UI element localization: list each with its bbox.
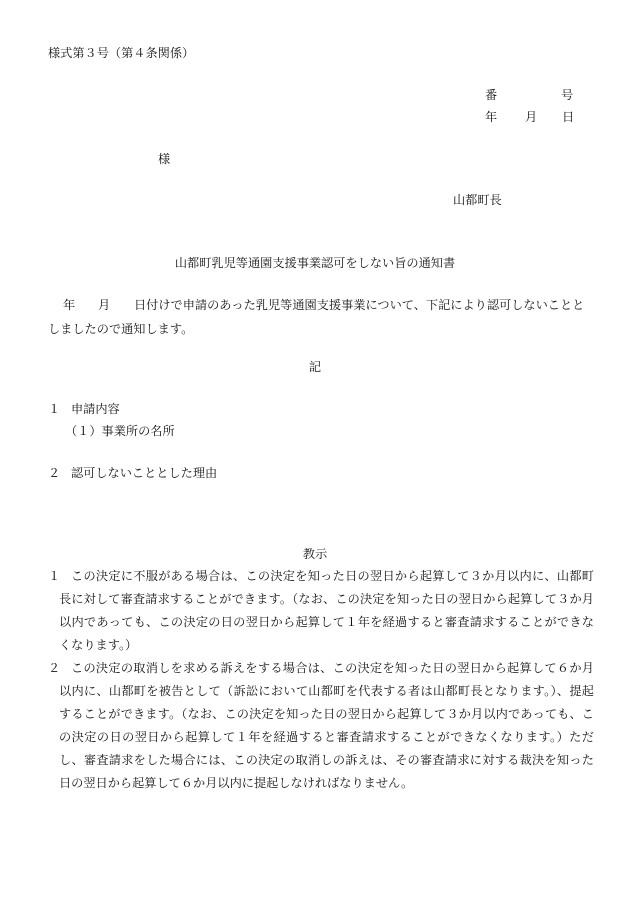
kyoji-item-number: １	[48, 569, 61, 583]
kyoji-item-text: この決定に不服がある場合は、この決定を知った日の翌日から起算して３か月以内に、山都町長に対して審査請求することができます。（なお、この決定を知った日の翌日から起算して３か月以内であっても、この決定の日の翌日から起算して１年を経過すると審査請求することができなくなります。）	[59, 569, 594, 652]
form-number: 様式第３号（第４条関係）	[48, 46, 195, 60]
kyoji-item-number: ２	[48, 661, 61, 675]
ki-heading: 記	[308, 360, 322, 374]
date-day-label: 日	[562, 110, 575, 124]
section-label: 認可しないこととした理由	[71, 466, 218, 480]
section-application-subitem: （１）事業所の名所	[65, 424, 175, 438]
issuer-name: 山都町長	[453, 193, 502, 207]
addressee-honorific: 様	[158, 152, 171, 166]
section-number: ２	[48, 466, 61, 480]
body-year-label: 年	[63, 298, 76, 312]
section-reason	[48, 464, 217, 481]
number-suffix: 号	[561, 88, 574, 102]
section-application-content	[48, 400, 120, 417]
document-title: 山都町乳児等通園支援事業認可をしない旨の通知書	[174, 256, 456, 270]
section-label: 申請内容	[71, 402, 120, 416]
kyoji-item	[48, 565, 594, 657]
body-month-label: 月	[98, 298, 111, 312]
kyoji-item	[48, 657, 594, 795]
section-number: １	[48, 402, 61, 416]
kyoji-item-text: この決定の取消しを求める訴えをする場合は、この決定を知った日の翌日から起算して６か月以内に、山都町を被告として（訴訟において山都町を代表する者は山都町長となります。）、提起することができます。（なお、この決定を知った日の翌日から起算して３か月以内であっても、この決定の日の翌日から起算して１年を経過すると審査請求することができなくなります。）ただし、審査請求をした場合には、この決定の取消しの訴えは、その審査請求に対する裁決を知った日の翌日から起算して６か月以内に提起しなければなりません。	[59, 661, 594, 790]
date-year-label: 年	[485, 110, 498, 124]
body-text: 日付けで申請のあった乳児等通園支援事業について、下記により認可しないこととしましたので通知します。	[48, 298, 585, 336]
number-label: 番	[485, 88, 498, 102]
kyoji-heading: 教示	[302, 547, 328, 561]
date-month-label: 月	[525, 110, 538, 124]
body-paragraph	[48, 293, 588, 341]
document-number	[485, 86, 573, 103]
document-date	[485, 108, 574, 125]
